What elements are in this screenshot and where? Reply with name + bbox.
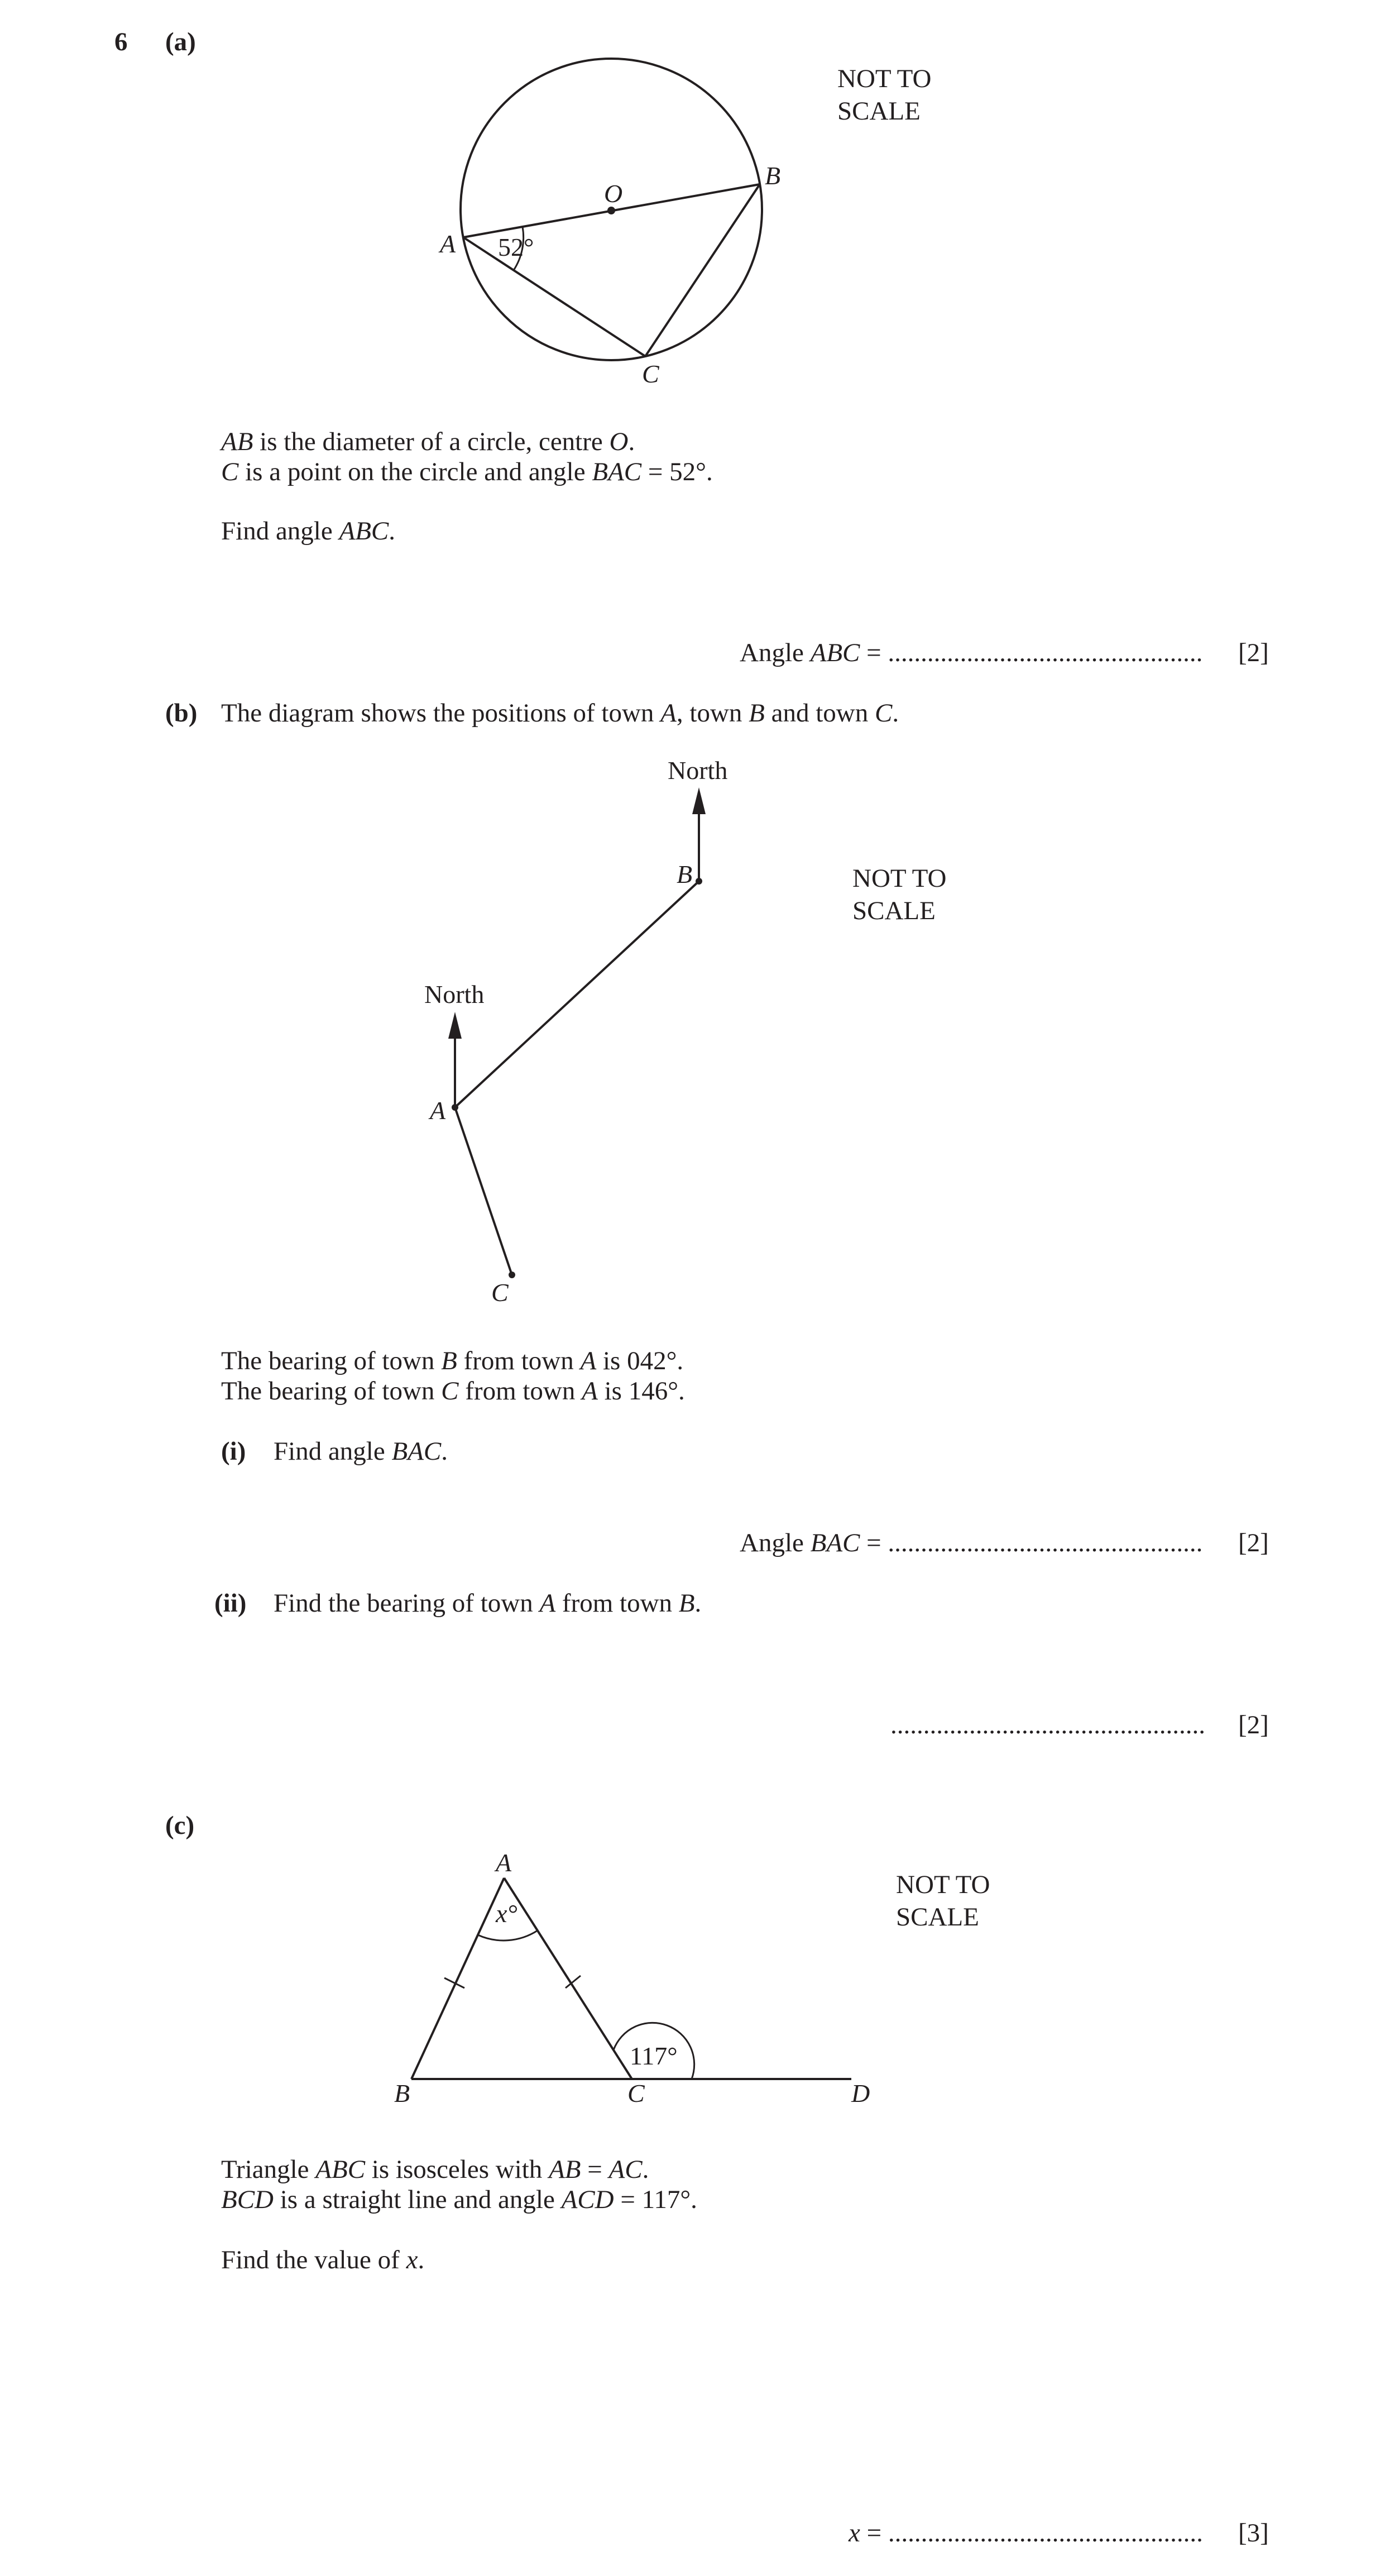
var: B (749, 699, 765, 728)
not-to-scale-line1: NOT TO (852, 864, 947, 893)
answer-var: x (849, 2518, 860, 2548)
text: The diagram shows the positions of town (221, 699, 661, 728)
var: BCD (221, 2185, 274, 2214)
not-to-scale-line2: SCALE (896, 1903, 979, 1932)
text: = 52°. (641, 457, 713, 486)
vertex-label-d: D (851, 2079, 870, 2107)
text: Find the bearing of town (274, 1589, 540, 1618)
sub-i-text (274, 1438, 448, 1465)
part-b-intro (221, 700, 899, 727)
text: . (892, 699, 899, 728)
answer-dots[interactable]: ................................................ (888, 2518, 1203, 2548)
text: from town (458, 1377, 582, 1406)
chord-ac (463, 237, 645, 356)
var: A (582, 1377, 598, 1406)
text: . (389, 517, 396, 546)
line-ac (455, 1107, 512, 1275)
var: C (221, 457, 239, 486)
answer-dots[interactable]: ................................................ (888, 638, 1203, 667)
text: Find angle (274, 1437, 392, 1466)
var: A (660, 699, 677, 728)
marks-b-ii: [2] (1238, 1710, 1269, 1739)
var: A (580, 1346, 597, 1375)
line-ab (455, 881, 699, 1107)
vertex-label-b: B (394, 2079, 410, 2107)
angle-label-52: 52° (498, 233, 534, 261)
angle-arc-x (478, 1930, 538, 1941)
text: , town (676, 699, 749, 728)
part-c-find (221, 2247, 424, 2273)
text: is isosceles with (365, 2155, 549, 2184)
sub-ii-text (274, 1590, 701, 1617)
vertex-label-a: A (496, 1848, 512, 1877)
text: Find angle (221, 517, 339, 546)
var: B (441, 1346, 457, 1375)
text: . (694, 1589, 702, 1618)
var: AC (608, 2155, 643, 2184)
label-c: C (642, 360, 659, 388)
centre-point (607, 207, 615, 214)
side-ac (504, 1878, 632, 2079)
answer-line-c[interactable] (849, 2520, 1203, 2546)
answer-var: BAC (810, 1528, 860, 1557)
answer-line-a[interactable] (740, 640, 1202, 666)
var: x (406, 2245, 418, 2274)
part-a-line1 (221, 429, 635, 455)
vertex-label-c: C (627, 2079, 645, 2107)
not-to-scale-c (896, 1868, 990, 1933)
var: ABC (339, 517, 389, 546)
var: C (874, 699, 893, 728)
question-number: 6 (114, 27, 128, 56)
text: is 146°. (597, 1377, 685, 1406)
marks-b-i: [2] (1238, 1528, 1269, 1557)
var: AB (221, 427, 253, 456)
town-label-a: A (430, 1096, 446, 1125)
var: B (678, 1589, 695, 1618)
part-a-line2 (221, 459, 713, 485)
var: AB (549, 2155, 581, 2184)
text: and town (764, 699, 875, 728)
answer-prefix: Angle (740, 1528, 811, 1557)
part-a-find (221, 518, 395, 544)
part-b-line2 (221, 1378, 685, 1404)
text: from town (555, 1589, 679, 1618)
text: = (581, 2155, 609, 2184)
label-o: O (604, 179, 623, 208)
answer-var: ABC (810, 638, 860, 667)
text: is a point on the circle and angle (238, 457, 592, 486)
not-to-scale-a (837, 63, 931, 127)
answer-line-b-ii[interactable]: ................................................ (890, 1710, 1205, 1739)
text: Triangle (221, 2155, 316, 2184)
town-label-c: C (491, 1278, 509, 1307)
text: . (642, 2155, 649, 2184)
angle-label-x: x° (496, 1899, 517, 1928)
answer-dots[interactable]: ................................................ (888, 1528, 1203, 1557)
point-a (452, 1104, 458, 1111)
sub-ii-label: (ii) (214, 1589, 247, 1618)
north-arrow-a-icon (448, 1012, 462, 1039)
part-b-line1 (221, 1348, 683, 1374)
sub-i-label: (i) (221, 1437, 246, 1466)
text: is a straight line and angle (274, 2185, 562, 2214)
north-label-a: North (424, 980, 485, 1009)
not-to-scale-line2: SCALE (852, 896, 936, 925)
point-c (509, 1272, 515, 1278)
part-c-line2 (221, 2187, 697, 2213)
answer-eq: = (860, 1528, 888, 1557)
text: The bearing of town (221, 1346, 442, 1375)
not-to-scale-line1: NOT TO (837, 64, 932, 93)
text: is the diameter of a circle, centre (253, 427, 610, 456)
answer-line-b-i[interactable] (740, 1530, 1202, 1556)
part-c-line1 (221, 2157, 649, 2183)
var: A (539, 1589, 556, 1618)
var: ABC (315, 2155, 366, 2184)
marks-c: [3] (1238, 2518, 1269, 2548)
text: Find the value of (221, 2245, 406, 2274)
text: from town (457, 1346, 581, 1375)
marks-a: [2] (1238, 638, 1269, 667)
var: ACD (561, 2185, 614, 2214)
part-c-label: (c) (165, 1811, 195, 1840)
not-to-scale-line2: SCALE (837, 97, 921, 126)
town-label-b: B (677, 860, 693, 888)
angle-label-117: 117° (630, 2042, 678, 2070)
point-b (696, 878, 702, 885)
not-to-scale-b (852, 862, 946, 927)
var: O (609, 427, 629, 456)
part-a-label: (a) (165, 27, 196, 56)
var: BAC (391, 1437, 442, 1466)
answer-prefix: Angle (740, 638, 811, 667)
text: The bearing of town (221, 1377, 442, 1406)
label-b: B (765, 161, 781, 190)
text: is 042°. (596, 1346, 684, 1375)
part-b-label: (b) (165, 699, 198, 728)
side-ab (411, 1878, 504, 2079)
text: . (441, 1437, 448, 1466)
text: . (418, 2245, 425, 2274)
north-label-b: North (668, 756, 728, 785)
label-a: A (440, 230, 456, 258)
text: . (628, 427, 635, 456)
north-arrow-b-icon (692, 787, 706, 814)
text: = 117°. (614, 2185, 697, 2214)
answer-eq: = (860, 2518, 888, 2548)
answer-eq: = (860, 638, 888, 667)
not-to-scale-line1: NOT TO (896, 1870, 990, 1899)
var: BAC (592, 457, 642, 486)
var: C (441, 1377, 459, 1406)
